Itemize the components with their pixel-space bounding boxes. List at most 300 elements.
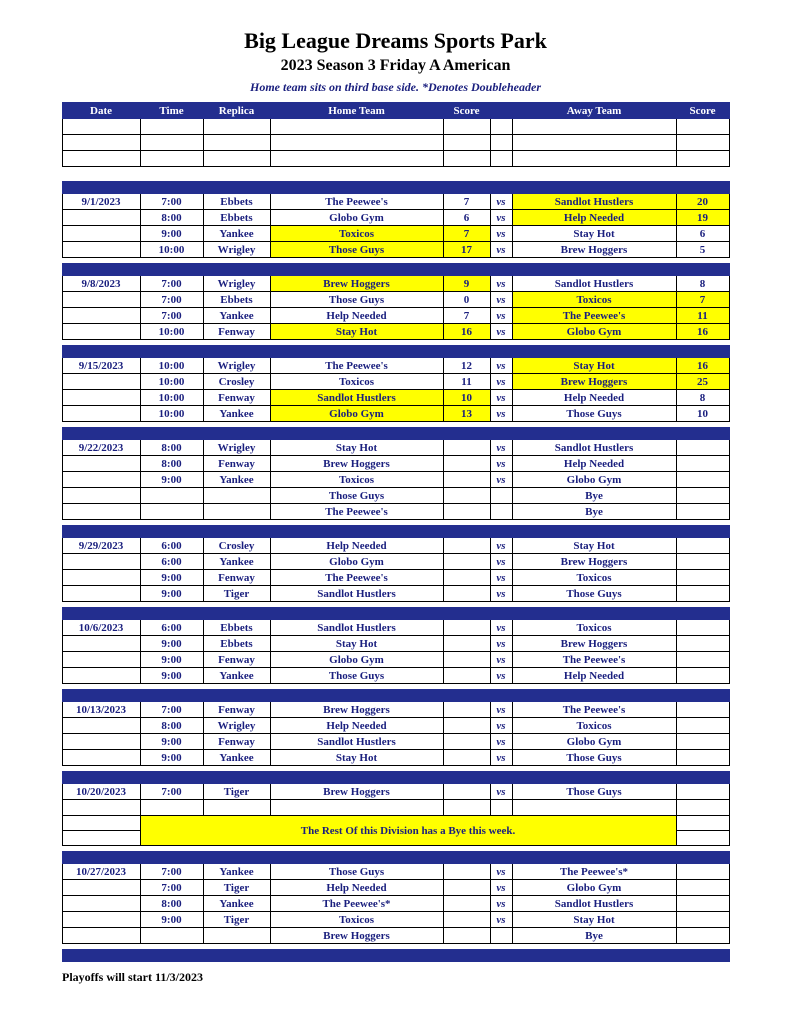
time-cell bbox=[140, 151, 203, 167]
away-team-cell: The Peewee's bbox=[512, 702, 676, 718]
date-cell bbox=[62, 308, 140, 324]
home-team-cell: Sandlot Hustlers bbox=[270, 390, 443, 406]
game-row bbox=[62, 390, 729, 406]
vs-label: vs bbox=[490, 620, 512, 636]
replica-cell bbox=[203, 504, 270, 520]
col-header-away-score: Score bbox=[676, 103, 729, 119]
home-team-cell: Brew Hoggers bbox=[270, 276, 443, 292]
date-cell bbox=[62, 504, 140, 520]
home-team-cell: Those Guys bbox=[270, 668, 443, 684]
away-score-cell: 16 bbox=[676, 358, 729, 374]
away-team-cell: The Peewee's* bbox=[512, 864, 676, 880]
home-team-cell: Sandlot Hustlers bbox=[270, 620, 443, 636]
vs-label: vs bbox=[490, 440, 512, 456]
date-cell bbox=[62, 488, 140, 504]
time-cell: 7:00 bbox=[140, 292, 203, 308]
replica-cell bbox=[203, 800, 270, 816]
vs-label: vs bbox=[490, 570, 512, 586]
time-cell: 10:00 bbox=[140, 374, 203, 390]
away-score-cell: 7 bbox=[676, 292, 729, 308]
vs-label: vs bbox=[490, 586, 512, 602]
time-cell: 8:00 bbox=[140, 896, 203, 912]
home-score-cell: 10 bbox=[443, 390, 490, 406]
away-team-cell: Toxicos bbox=[512, 620, 676, 636]
vs-label: vs bbox=[490, 636, 512, 652]
vs-label: vs bbox=[490, 554, 512, 570]
home-score-cell bbox=[443, 668, 490, 684]
replica-cell bbox=[203, 488, 270, 504]
home-score-cell bbox=[443, 864, 490, 880]
away-score-cell bbox=[676, 800, 729, 816]
date-cell: 9/29/2023 bbox=[62, 538, 140, 554]
col-header-date: Date bbox=[62, 103, 140, 119]
away-score-cell: 5 bbox=[676, 242, 729, 258]
away-score-cell bbox=[676, 620, 729, 636]
home-team-cell: Those Guys bbox=[270, 242, 443, 258]
vs-label: vs bbox=[490, 276, 512, 292]
away-team-cell: Bye bbox=[512, 488, 676, 504]
vs-label: vs bbox=[490, 242, 512, 258]
banner-row bbox=[62, 816, 729, 831]
home-score-cell bbox=[443, 554, 490, 570]
time-cell: 9:00 bbox=[140, 652, 203, 668]
separator-row bbox=[62, 526, 729, 538]
away-score-cell bbox=[676, 504, 729, 520]
away-score-cell bbox=[676, 702, 729, 718]
home-team-cell: Stay Hot bbox=[270, 324, 443, 340]
time-cell: 7:00 bbox=[140, 880, 203, 896]
away-team-cell: Brew Hoggers bbox=[512, 374, 676, 390]
replica-cell bbox=[203, 135, 270, 151]
away-score-cell bbox=[676, 488, 729, 504]
away-team-cell: Globo Gym bbox=[512, 880, 676, 896]
away-score-cell: 19 bbox=[676, 210, 729, 226]
game-row bbox=[62, 718, 729, 734]
away-team-cell bbox=[512, 119, 676, 135]
away-team-cell: Those Guys bbox=[512, 750, 676, 766]
vs-label: vs bbox=[490, 194, 512, 210]
home-score-cell bbox=[443, 570, 490, 586]
game-row bbox=[62, 194, 729, 210]
replica-cell: Tiger bbox=[203, 586, 270, 602]
time-cell bbox=[140, 504, 203, 520]
home-team-cell: Brew Hoggers bbox=[270, 456, 443, 472]
replica-cell: Ebbets bbox=[203, 292, 270, 308]
date-cell bbox=[62, 896, 140, 912]
game-row bbox=[62, 702, 729, 718]
date-cell bbox=[62, 374, 140, 390]
replica-cell: Fenway bbox=[203, 324, 270, 340]
replica-cell: Ebbets bbox=[203, 194, 270, 210]
date-cell bbox=[62, 652, 140, 668]
home-team-cell: Toxicos bbox=[270, 226, 443, 242]
date-cell bbox=[62, 472, 140, 488]
replica-cell: Fenway bbox=[203, 456, 270, 472]
date-cell bbox=[62, 718, 140, 734]
away-score-cell bbox=[676, 472, 729, 488]
date-cell: 10/27/2023 bbox=[62, 864, 140, 880]
home-team-cell: The Peewee's* bbox=[270, 896, 443, 912]
time-cell bbox=[140, 928, 203, 944]
away-team-cell: Bye bbox=[512, 504, 676, 520]
replica-cell: Yankee bbox=[203, 226, 270, 242]
away-score-cell: 6 bbox=[676, 226, 729, 242]
date-cell bbox=[62, 406, 140, 422]
away-team-cell: Stay Hot bbox=[512, 226, 676, 242]
home-score-cell: 13 bbox=[443, 406, 490, 422]
date-cell bbox=[62, 928, 140, 944]
game-row bbox=[62, 896, 729, 912]
replica-cell: Fenway bbox=[203, 570, 270, 586]
vs-label: vs bbox=[490, 358, 512, 374]
time-cell: 7:00 bbox=[140, 308, 203, 324]
separator-row bbox=[62, 772, 729, 784]
game-row bbox=[62, 374, 729, 390]
gap-row bbox=[62, 167, 729, 182]
vs-label bbox=[490, 504, 512, 520]
schedule-table bbox=[62, 102, 730, 962]
separator-row bbox=[62, 264, 729, 276]
date-cell bbox=[62, 816, 140, 831]
game-row bbox=[62, 242, 729, 258]
vs-label: vs bbox=[490, 784, 512, 800]
separator-row bbox=[62, 852, 729, 864]
game-row bbox=[62, 406, 729, 422]
vs-label: vs bbox=[490, 750, 512, 766]
home-score-cell bbox=[443, 504, 490, 520]
home-team-cell: Stay Hot bbox=[270, 750, 443, 766]
away-team-cell bbox=[512, 151, 676, 167]
vs-label: vs bbox=[490, 390, 512, 406]
game-row bbox=[62, 668, 729, 684]
game-row bbox=[62, 440, 729, 456]
game-row bbox=[62, 488, 729, 504]
replica-cell: Crosley bbox=[203, 374, 270, 390]
game-row bbox=[62, 538, 729, 554]
home-team-cell: Toxicos bbox=[270, 472, 443, 488]
date-cell: 9/15/2023 bbox=[62, 358, 140, 374]
home-team-cell bbox=[270, 800, 443, 816]
away-score-cell bbox=[676, 912, 729, 928]
away-score-cell bbox=[676, 151, 729, 167]
date-cell bbox=[62, 119, 140, 135]
date-cell: 9/1/2023 bbox=[62, 194, 140, 210]
vs-label: vs bbox=[490, 406, 512, 422]
game-row bbox=[62, 864, 729, 880]
time-cell: 9:00 bbox=[140, 734, 203, 750]
vs-label: vs bbox=[490, 668, 512, 684]
home-team-cell: Brew Hoggers bbox=[270, 928, 443, 944]
away-team-cell: Help Needed bbox=[512, 668, 676, 684]
time-cell: 9:00 bbox=[140, 912, 203, 928]
away-team-cell: Brew Hoggers bbox=[512, 242, 676, 258]
date-cell: 9/22/2023 bbox=[62, 440, 140, 456]
page-subtitle: 2023 Season 3 Friday A American bbox=[280, 57, 511, 74]
home-score-cell bbox=[443, 784, 490, 800]
away-team-cell: Globo Gym bbox=[512, 472, 676, 488]
home-score-cell bbox=[443, 620, 490, 636]
replica-cell: Wrigley bbox=[203, 358, 270, 374]
home-score-cell bbox=[443, 880, 490, 896]
away-team-cell: Brew Hoggers bbox=[512, 636, 676, 652]
game-row bbox=[62, 750, 729, 766]
vs-label: vs bbox=[490, 456, 512, 472]
col-header-vs bbox=[490, 103, 512, 119]
away-score-cell bbox=[676, 750, 729, 766]
replica-cell: Wrigley bbox=[203, 440, 270, 456]
date-cell bbox=[62, 800, 140, 816]
home-score-cell bbox=[443, 488, 490, 504]
home-score-cell bbox=[443, 586, 490, 602]
empty-row bbox=[62, 135, 729, 151]
date-cell bbox=[62, 135, 140, 151]
home-team-cell: Brew Hoggers bbox=[270, 784, 443, 800]
date-cell bbox=[62, 880, 140, 896]
col-header-home-score: Score bbox=[443, 103, 490, 119]
away-score-cell: 25 bbox=[676, 374, 729, 390]
game-row bbox=[62, 292, 729, 308]
replica-cell: Crosley bbox=[203, 538, 270, 554]
home-score-cell: 6 bbox=[443, 210, 490, 226]
home-team-cell: Sandlot Hustlers bbox=[270, 734, 443, 750]
away-score-cell bbox=[676, 880, 729, 896]
replica-cell bbox=[203, 928, 270, 944]
away-team-cell: Help Needed bbox=[512, 390, 676, 406]
away-team-cell bbox=[512, 800, 676, 816]
game-row bbox=[62, 456, 729, 472]
time-cell: 7:00 bbox=[140, 276, 203, 292]
time-cell: 9:00 bbox=[140, 226, 203, 242]
away-team-cell: The Peewee's bbox=[512, 652, 676, 668]
separator-bar bbox=[62, 950, 729, 962]
game-row bbox=[62, 734, 729, 750]
away-team-cell: The Peewee's bbox=[512, 308, 676, 324]
home-team-cell: Those Guys bbox=[270, 864, 443, 880]
time-cell bbox=[140, 135, 203, 151]
home-score-cell bbox=[443, 718, 490, 734]
game-row bbox=[62, 928, 729, 944]
vs-cell bbox=[490, 135, 512, 151]
away-score-cell bbox=[676, 668, 729, 684]
vs-label: vs bbox=[490, 324, 512, 340]
page-title: Big League Dreams Sports Park bbox=[244, 28, 547, 53]
time-cell: 8:00 bbox=[140, 440, 203, 456]
away-team-cell: Toxicos bbox=[512, 292, 676, 308]
vs-cell bbox=[490, 119, 512, 135]
replica-cell: Wrigley bbox=[203, 276, 270, 292]
separator-bar bbox=[62, 852, 729, 864]
vs-label: vs bbox=[490, 896, 512, 912]
time-cell bbox=[140, 119, 203, 135]
home-score-cell bbox=[443, 702, 490, 718]
vs-label: vs bbox=[490, 292, 512, 308]
game-row bbox=[62, 210, 729, 226]
playoffs-note: Playoffs will start 11/3/2023 bbox=[62, 970, 203, 984]
vs-label: vs bbox=[490, 538, 512, 554]
separator-bar bbox=[62, 346, 729, 358]
replica-cell: Tiger bbox=[203, 912, 270, 928]
game-row bbox=[62, 324, 729, 340]
time-cell: 6:00 bbox=[140, 620, 203, 636]
vs-cell bbox=[490, 151, 512, 167]
game-row bbox=[62, 784, 729, 800]
vs-label bbox=[490, 488, 512, 504]
home-team-cell: Stay Hot bbox=[270, 636, 443, 652]
home-team-cell: Toxicos bbox=[270, 912, 443, 928]
replica-cell: Tiger bbox=[203, 880, 270, 896]
separator-row bbox=[62, 428, 729, 440]
vs-cell bbox=[490, 800, 512, 816]
away-team-cell: Those Guys bbox=[512, 784, 676, 800]
away-score-cell bbox=[676, 652, 729, 668]
replica-cell: Ebbets bbox=[203, 210, 270, 226]
date-cell bbox=[62, 390, 140, 406]
home-score-cell bbox=[443, 928, 490, 944]
vs-label: vs bbox=[490, 374, 512, 390]
replica-cell: Yankee bbox=[203, 668, 270, 684]
home-score-cell bbox=[443, 456, 490, 472]
replica-cell: Yankee bbox=[203, 406, 270, 422]
away-team-cell: Brew Hoggers bbox=[512, 554, 676, 570]
home-team-cell: Globo Gym bbox=[270, 210, 443, 226]
gap-cell bbox=[62, 167, 729, 182]
date-cell bbox=[62, 734, 140, 750]
home-score-cell: 12 bbox=[443, 358, 490, 374]
home-team-cell: The Peewee's bbox=[270, 570, 443, 586]
date-cell: 9/8/2023 bbox=[62, 276, 140, 292]
separator-row bbox=[62, 608, 729, 620]
date-cell bbox=[62, 554, 140, 570]
home-score-cell: 17 bbox=[443, 242, 490, 258]
date-cell: 10/20/2023 bbox=[62, 784, 140, 800]
game-row bbox=[62, 554, 729, 570]
home-team-cell: Those Guys bbox=[270, 488, 443, 504]
game-row bbox=[62, 358, 729, 374]
home-score-cell bbox=[443, 135, 490, 151]
table-header-row bbox=[62, 103, 729, 119]
replica-cell: Wrigley bbox=[203, 718, 270, 734]
away-team-cell: Globo Gym bbox=[512, 734, 676, 750]
away-score-cell: 11 bbox=[676, 308, 729, 324]
home-score-cell: 7 bbox=[443, 308, 490, 324]
home-score-cell bbox=[443, 652, 490, 668]
separator-bar bbox=[62, 772, 729, 784]
home-score-cell bbox=[443, 472, 490, 488]
empty-row bbox=[62, 119, 729, 135]
home-team-cell: The Peewee's bbox=[270, 194, 443, 210]
time-cell: 10:00 bbox=[140, 324, 203, 340]
empty-row bbox=[62, 800, 729, 816]
date-cell bbox=[62, 831, 140, 846]
replica-cell: Wrigley bbox=[203, 242, 270, 258]
replica-cell: Yankee bbox=[203, 554, 270, 570]
time-cell: 9:00 bbox=[140, 472, 203, 488]
away-team-cell: Toxicos bbox=[512, 570, 676, 586]
vs-label: vs bbox=[490, 210, 512, 226]
home-team-cell: Brew Hoggers bbox=[270, 702, 443, 718]
home-team-cell: The Peewee's bbox=[270, 358, 443, 374]
separator-bar bbox=[62, 690, 729, 702]
col-header-time: Time bbox=[140, 103, 203, 119]
away-team-cell: Sandlot Hustlers bbox=[512, 896, 676, 912]
date-cell: 10/13/2023 bbox=[62, 702, 140, 718]
time-cell: 10:00 bbox=[140, 406, 203, 422]
separator-row bbox=[62, 690, 729, 702]
home-score-cell bbox=[443, 151, 490, 167]
game-row bbox=[62, 620, 729, 636]
away-team-cell: Help Needed bbox=[512, 456, 676, 472]
home-score-cell bbox=[443, 750, 490, 766]
home-score-cell bbox=[443, 636, 490, 652]
away-score-cell: 16 bbox=[676, 324, 729, 340]
time-cell bbox=[140, 488, 203, 504]
away-team-cell: Stay Hot bbox=[512, 358, 676, 374]
separator-bar bbox=[62, 526, 729, 538]
away-score-cell bbox=[676, 135, 729, 151]
col-header-home-team: Home Team bbox=[270, 103, 443, 119]
time-cell: 8:00 bbox=[140, 210, 203, 226]
time-cell: 7:00 bbox=[140, 702, 203, 718]
date-cell bbox=[62, 292, 140, 308]
col-header-replica: Replica bbox=[203, 103, 270, 119]
separator-bar bbox=[62, 264, 729, 276]
home-team-cell bbox=[270, 151, 443, 167]
home-score-cell bbox=[443, 119, 490, 135]
home-score-cell bbox=[443, 734, 490, 750]
home-team-cell: Help Needed bbox=[270, 308, 443, 324]
game-row bbox=[62, 652, 729, 668]
replica-cell: Fenway bbox=[203, 390, 270, 406]
time-cell bbox=[140, 800, 203, 816]
home-score-cell: 7 bbox=[443, 226, 490, 242]
replica-cell: Yankee bbox=[203, 864, 270, 880]
date-cell bbox=[62, 324, 140, 340]
away-team-cell: Help Needed bbox=[512, 210, 676, 226]
home-team-cell: Stay Hot bbox=[270, 440, 443, 456]
home-team-cell: Globo Gym bbox=[270, 406, 443, 422]
away-team-cell: Toxicos bbox=[512, 718, 676, 734]
separator-bar bbox=[62, 608, 729, 620]
away-score-cell bbox=[676, 784, 729, 800]
date-cell bbox=[62, 151, 140, 167]
vs-label: vs bbox=[490, 226, 512, 242]
away-team-cell: Stay Hot bbox=[512, 538, 676, 554]
vs-label: vs bbox=[490, 308, 512, 324]
away-score-cell: 10 bbox=[676, 406, 729, 422]
away-team-cell bbox=[512, 135, 676, 151]
home-team-cell: Help Needed bbox=[270, 718, 443, 734]
separator-bar bbox=[62, 428, 729, 440]
date-cell bbox=[62, 456, 140, 472]
home-score-cell bbox=[443, 800, 490, 816]
time-cell: 8:00 bbox=[140, 456, 203, 472]
replica-cell: Fenway bbox=[203, 702, 270, 718]
time-cell: 9:00 bbox=[140, 750, 203, 766]
away-score-cell bbox=[676, 440, 729, 456]
time-cell: 6:00 bbox=[140, 554, 203, 570]
replica-cell: Yankee bbox=[203, 896, 270, 912]
away-team-cell: Globo Gym bbox=[512, 324, 676, 340]
col-header-away-team: Away Team bbox=[512, 103, 676, 119]
away-score-cell bbox=[676, 864, 729, 880]
home-score-cell bbox=[443, 912, 490, 928]
vs-label: vs bbox=[490, 472, 512, 488]
time-cell: 7:00 bbox=[140, 864, 203, 880]
away-team-cell: Sandlot Hustlers bbox=[512, 194, 676, 210]
home-team-cell bbox=[270, 135, 443, 151]
separator-bar bbox=[62, 182, 729, 194]
replica-cell: Fenway bbox=[203, 652, 270, 668]
